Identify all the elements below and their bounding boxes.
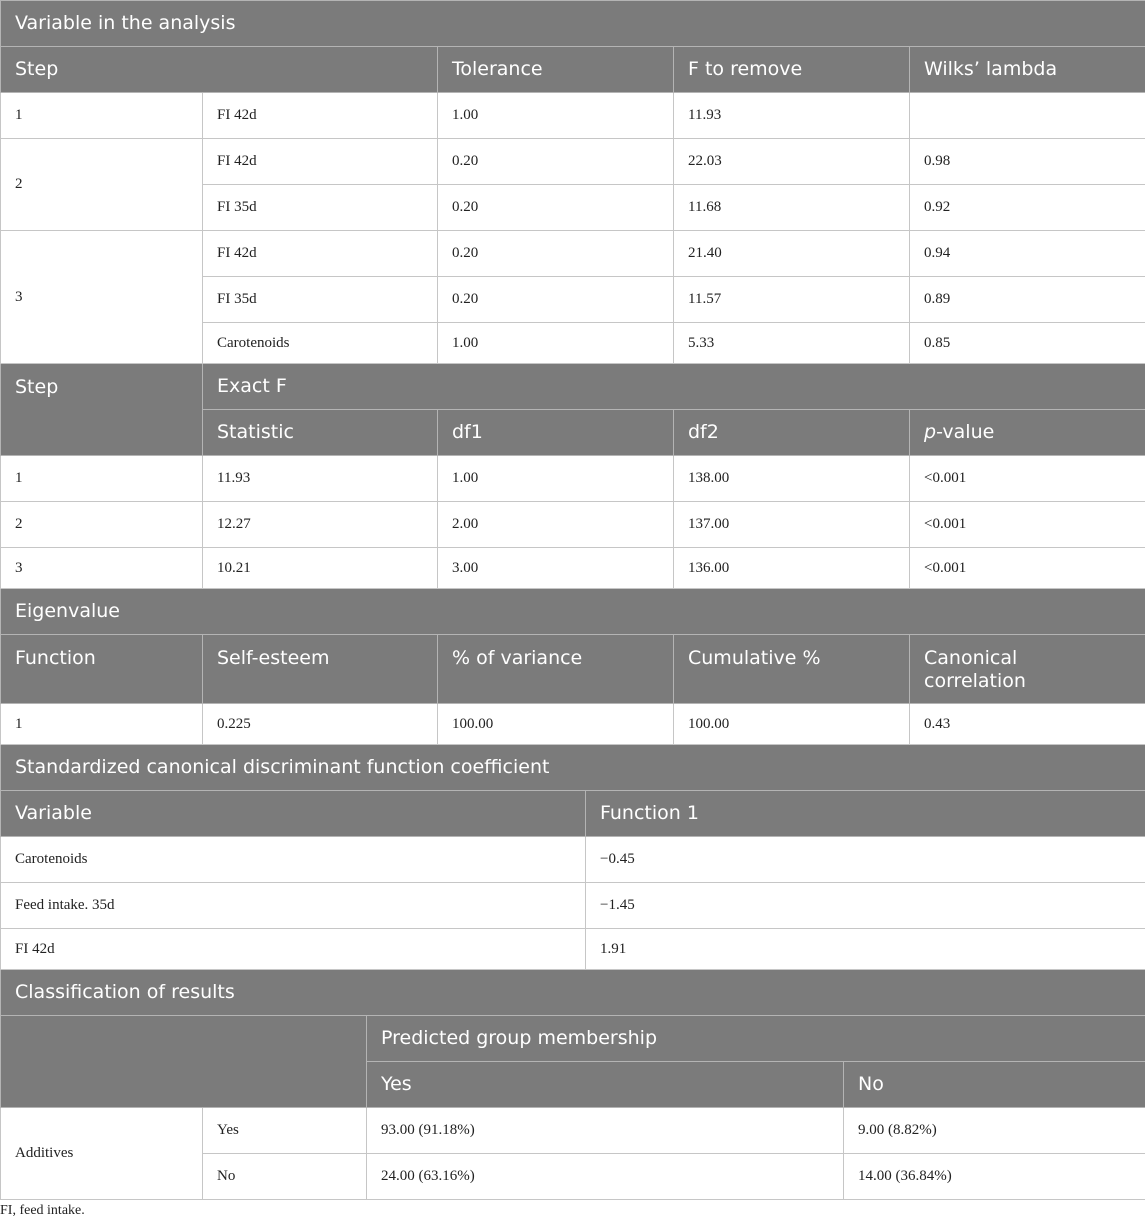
class-header-row <box>1 1016 1145 1062</box>
header-df2: df2 <box>674 410 910 456</box>
row-label-cell: No <box>203 1154 367 1200</box>
header-variance: % of variance <box>438 635 674 704</box>
p-value-cell: <0.001 <box>910 456 1145 502</box>
table-row <box>1 139 1145 185</box>
header-yes: Yes <box>367 1062 844 1108</box>
header-wilks-lambda: Wilks’ lambda <box>910 47 1145 93</box>
df1-cell: 2.00 <box>438 502 674 548</box>
section-class-title-row <box>1 970 1145 1016</box>
predicted-yes-cell: 93.00 (91.18%) <box>367 1108 844 1154</box>
header-step: Step <box>1 47 438 93</box>
variable-cell: FI 42d <box>203 231 438 277</box>
tolerance-cell: 0.20 <box>438 277 674 323</box>
header-df1: df1 <box>438 410 674 456</box>
p-symbol: p <box>924 421 937 443</box>
step-cell: 3 <box>1 548 203 589</box>
p-value-cell: <0.001 <box>910 502 1145 548</box>
f-to-remove-cell: 11.57 <box>674 277 910 323</box>
predicted-no-cell: 9.00 (8.82%) <box>844 1108 1145 1154</box>
header-canonical-correlation <box>910 635 1145 704</box>
p-value-suffix: -value <box>936 421 995 443</box>
section-coef-title: Standardized canonical discriminant function coefficient <box>1 745 1145 791</box>
header-statistic: Statistic <box>203 410 438 456</box>
table-row <box>1 456 1145 502</box>
tolerance-cell: 1.00 <box>438 323 674 364</box>
variables-header-row <box>1 47 1145 93</box>
table-row <box>1 231 1145 277</box>
coef-header-row <box>1 791 1145 837</box>
section-coef-title-row <box>1 745 1145 791</box>
header-tolerance: Tolerance <box>438 47 674 93</box>
df2-cell: 136.00 <box>674 548 910 589</box>
tolerance-cell: 0.20 <box>438 185 674 231</box>
section-variables-title-row <box>1 1 1145 47</box>
wilks-cell: 0.89 <box>910 277 1145 323</box>
canonical-cell: 0.43 <box>910 704 1145 745</box>
variable-cell: Carotenoids <box>1 837 586 883</box>
statistic-cell: 12.27 <box>203 502 438 548</box>
header-variable: Variable <box>1 791 586 837</box>
wilks-cell: 0.92 <box>910 185 1145 231</box>
cumulative-cell: 100.00 <box>674 704 910 745</box>
df2-cell: 138.00 <box>674 456 910 502</box>
exactf-header-row <box>1 364 1145 410</box>
variable-cell: FI 42d <box>203 93 438 139</box>
variable-cell: Feed intake. 35d <box>1 883 586 929</box>
table-row <box>1 93 1145 139</box>
tolerance-cell: 0.20 <box>438 139 674 185</box>
row-label-cell: Yes <box>203 1108 367 1154</box>
f-to-remove-cell: 11.68 <box>674 185 910 231</box>
wilks-cell: 0.98 <box>910 139 1145 185</box>
canonical-line-2: correlation <box>924 670 1026 692</box>
tolerance-cell: 0.20 <box>438 231 674 277</box>
table-footnote: FI, feed intake. <box>0 1203 85 1218</box>
table-row <box>1 704 1145 745</box>
header-no: No <box>844 1062 1145 1108</box>
section-eigen-title: Eigenvalue <box>1 589 1145 635</box>
variable-cell: FI 35d <box>203 185 438 231</box>
variable-cell: FI 42d <box>1 929 586 970</box>
statistic-cell: 10.21 <box>203 548 438 589</box>
f-to-remove-cell: 22.03 <box>674 139 910 185</box>
header-function-1: Function 1 <box>586 791 1145 837</box>
p-value-cell: <0.001 <box>910 548 1145 589</box>
coefficient-cell: −0.45 <box>586 837 1145 883</box>
header-function: Function <box>1 635 203 704</box>
section-eigen-title-row <box>1 589 1145 635</box>
variable-cell: FI 42d <box>203 139 438 185</box>
coefficient-cell: −1.45 <box>586 883 1145 929</box>
df1-cell: 1.00 <box>438 456 674 502</box>
self-esteem-cell: 0.225 <box>203 704 438 745</box>
header-exact-f: Exact F <box>203 364 1145 410</box>
header-p-value <box>910 410 1145 456</box>
df1-cell: 3.00 <box>438 548 674 589</box>
predicted-no-cell: 14.00 (36.84%) <box>844 1154 1145 1200</box>
section-variables-title: Variable in the analysis <box>1 1 1145 47</box>
table-row <box>1 883 1145 929</box>
header-predicted-group: Predicted group membership <box>367 1016 1145 1062</box>
variance-cell: 100.00 <box>438 704 674 745</box>
section-class-title: Classification of results <box>1 970 1145 1016</box>
predicted-yes-cell: 24.00 (63.16%) <box>367 1154 844 1200</box>
variable-cell: FI 35d <box>203 277 438 323</box>
step-cell: 1 <box>1 456 203 502</box>
coefficient-cell: 1.91 <box>586 929 1145 970</box>
step-cell: 3 <box>1 231 203 364</box>
step-cell: 1 <box>1 93 203 139</box>
header-f-to-remove: F to remove <box>674 47 910 93</box>
variable-cell: Carotenoids <box>203 323 438 364</box>
function-cell: 1 <box>1 704 203 745</box>
header-cumulative: Cumulative % <box>674 635 910 704</box>
wilks-cell <box>910 93 1145 139</box>
tolerance-cell: 1.00 <box>438 93 674 139</box>
step-cell: 2 <box>1 502 203 548</box>
df2-cell: 137.00 <box>674 502 910 548</box>
step-cell: 2 <box>1 139 203 231</box>
f-to-remove-cell: 5.33 <box>674 323 910 364</box>
canonical-line-1: Canonical <box>924 647 1018 669</box>
header-self-esteem: Self-esteem <box>203 635 438 704</box>
table-row <box>1 548 1145 589</box>
header-empty <box>1 1016 367 1108</box>
table-row <box>1 502 1145 548</box>
table-row <box>1 1108 1145 1154</box>
wilks-cell: 0.85 <box>910 323 1145 364</box>
f-to-remove-cell: 11.93 <box>674 93 910 139</box>
group-label-cell: Additives <box>1 1108 203 1200</box>
table-row <box>1 837 1145 883</box>
wilks-cell: 0.94 <box>910 231 1145 277</box>
header-step: Step <box>1 364 203 456</box>
f-to-remove-cell: 21.40 <box>674 231 910 277</box>
eigen-header-row <box>1 635 1145 704</box>
statistic-cell: 11.93 <box>203 456 438 502</box>
table-row <box>1 929 1145 970</box>
